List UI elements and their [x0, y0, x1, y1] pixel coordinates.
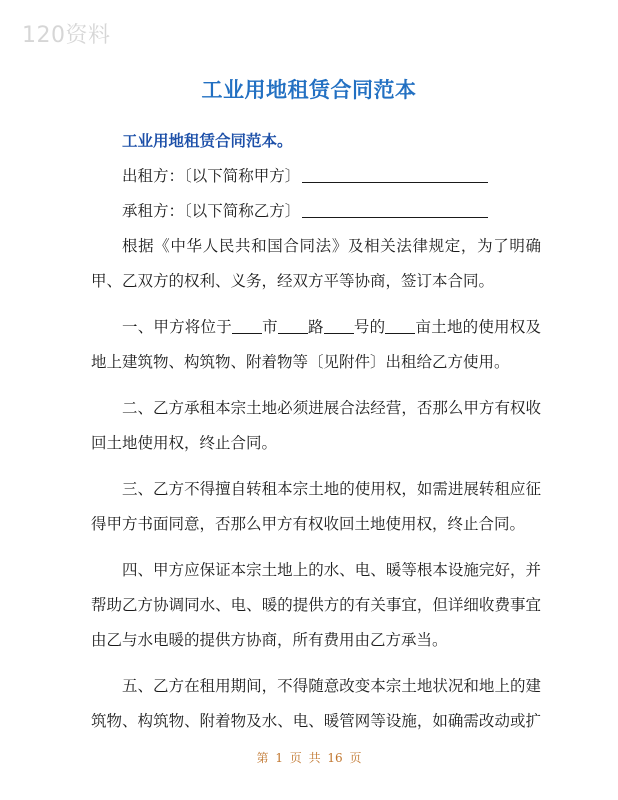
clause-1 [91, 310, 541, 380]
document-title: 工业用地租赁合同范本 [201, 78, 417, 102]
intro-paragraph: 根据《中华人民共和国合同法》及相关法律规定，为了明确甲、乙双方的权利、义务，经双方平等协商，签订本合同。 [91, 237, 541, 290]
lessee-signature-blank [302, 199, 488, 218]
clause-3: 三、乙方不得擅自转租本宗土地的使用权，如需进展转租应征得甲方书面同意，否那么甲方有权收回土地使用权，终止合同。 [91, 480, 541, 533]
lessor-label: 出租方： [122, 167, 185, 185]
area-blank [385, 317, 415, 334]
watermark: 120资料 [22, 23, 111, 48]
clause-1-part-4: 号的 [353, 318, 386, 336]
clause-1-part-5: 亩土地的使用权及地上建筑物、构筑物、附着物等〔见附件〕出租给乙方使用。 [91, 318, 541, 371]
lessee-note: 〔以下简称乙方〕 [184, 202, 301, 220]
lessor-note: 〔以下简称甲方〕 [184, 167, 301, 185]
lessor-signature-blank [302, 164, 488, 183]
document-body [91, 124, 541, 744]
road-blank [278, 317, 308, 334]
page-body-clip [0, 124, 618, 744]
page-footer: 第 1 页 共 16 页 [256, 751, 362, 765]
clause-5: 五、乙方在租用期间，不得随意改变本宗土地状况和地上的建筑物、构筑物、附着物及水、电、暖管网等设施，如确需改动或扩 [91, 677, 541, 730]
city-blank [232, 317, 262, 334]
lessee-label: 承租方： [122, 202, 185, 220]
number-blank [324, 317, 354, 334]
document-subtitle: 工业用地租赁合同范本。 [122, 132, 293, 150]
clause-1-part-1: 一、甲方将位于 [122, 318, 232, 336]
clause-2: 二、乙方承租本宗土地必须进展合法经营，否那么甲方有权收回土地使用权，终止合同。 [91, 399, 541, 452]
clause-1-part-2: 市 [261, 318, 278, 336]
lessor-line [91, 159, 541, 194]
clause-4: 四、甲方应保证本宗土地上的水、电、暖等根本设施完好，并帮助乙方协调同水、电、暖的提供方的有关事宜，但详细收费事宜由乙与水电暖的提供方协商，所有费用由乙方承当。 [91, 561, 541, 649]
clause-1-part-3: 路 [307, 318, 324, 336]
lessee-line [91, 194, 541, 229]
